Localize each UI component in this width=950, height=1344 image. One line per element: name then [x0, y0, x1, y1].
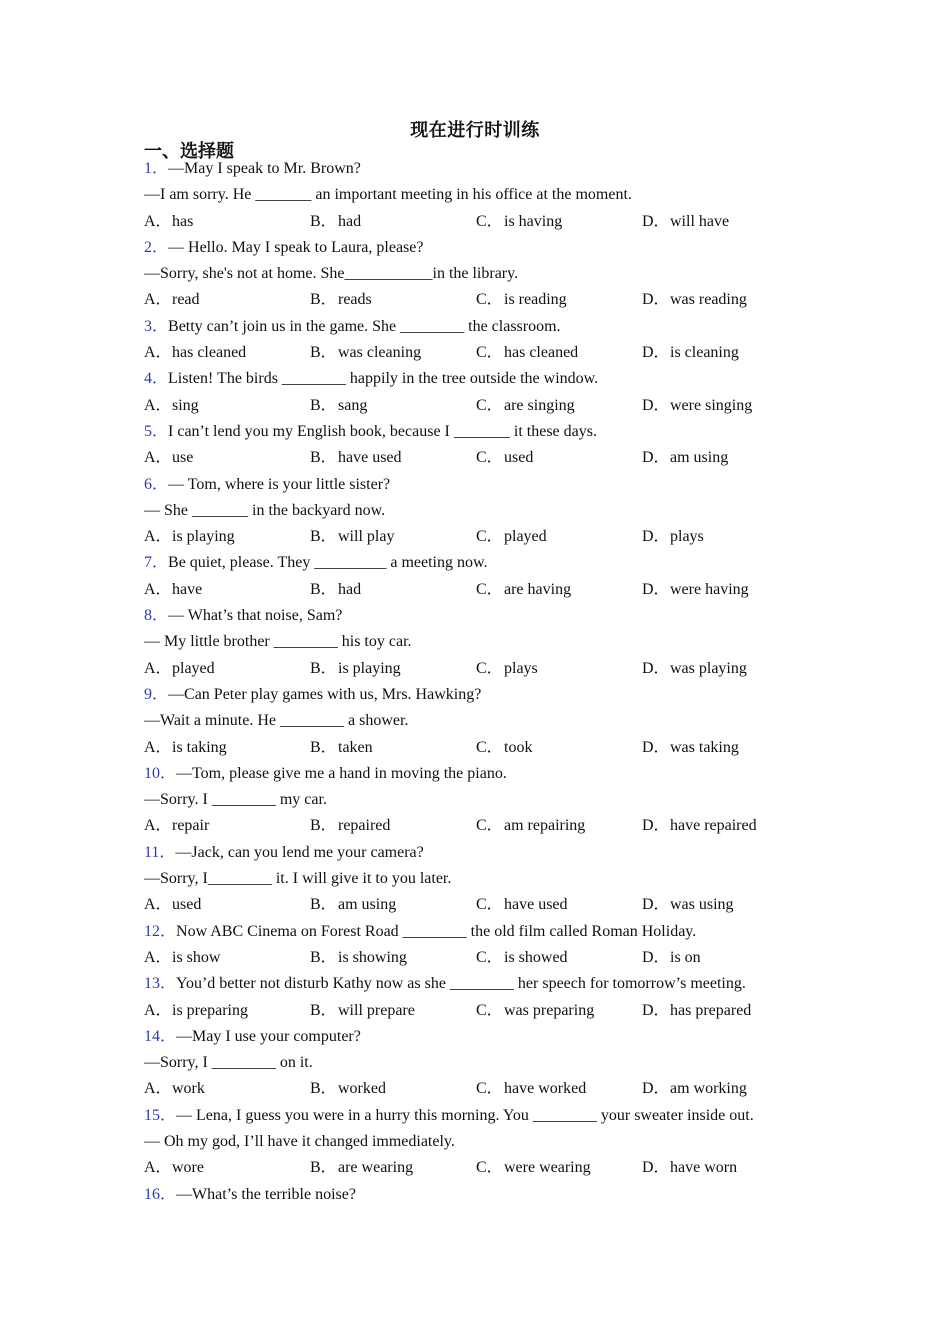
option-text: played — [172, 659, 215, 677]
question-number: 1． — [144, 160, 169, 177]
option-text: were having — [670, 580, 749, 598]
option-text: is preparing — [172, 1001, 248, 1019]
answer-option — [310, 340, 476, 366]
question-list — [144, 156, 844, 1208]
question-2 — [144, 235, 844, 314]
question-text: —Can Peter play games with us, Mrs. Hawking? — [168, 685, 482, 703]
answer-option — [476, 524, 642, 550]
answer-option — [476, 945, 642, 971]
option-text: is showing — [338, 948, 407, 966]
question-11 — [144, 840, 844, 919]
answer-option — [642, 813, 808, 839]
option-text: is cleaning — [670, 344, 739, 362]
answer-option — [310, 393, 476, 419]
answer-option — [310, 1076, 476, 1102]
question-10 — [144, 761, 844, 840]
answer-option — [642, 1076, 808, 1102]
answer-option — [642, 524, 808, 550]
answer-option — [476, 813, 642, 839]
option-letter: B． — [310, 896, 337, 914]
option-letter: A． — [144, 212, 172, 230]
option-text: is reading — [504, 291, 567, 309]
question-text: — Lena, I guess you were in a hurry this morning. You ________ your sweater inside out. — [176, 1106, 754, 1124]
question-12 — [144, 919, 844, 972]
option-letter: C． — [476, 580, 503, 598]
answer-option — [476, 445, 642, 471]
question-stem — [144, 1024, 844, 1050]
question-number: 6． — [144, 475, 169, 493]
option-letter: B． — [310, 528, 337, 546]
answer-option — [642, 209, 808, 235]
option-letter: D． — [642, 1159, 670, 1177]
option-text: sang — [338, 396, 368, 414]
option-text: were singing — [670, 396, 753, 414]
option-letter: A． — [144, 1159, 172, 1177]
answer-option — [642, 577, 808, 603]
answer-option — [144, 393, 310, 419]
option-text: was using — [670, 896, 734, 914]
answer-option — [642, 656, 808, 682]
option-text: repaired — [338, 817, 391, 835]
option-text: is having — [504, 212, 563, 230]
answer-options — [144, 393, 844, 419]
question-number: 13． — [144, 975, 177, 993]
option-text: have — [172, 580, 203, 598]
question-number: 14． — [144, 1027, 177, 1045]
option-letter: B． — [310, 212, 337, 230]
question-stem — [144, 1182, 844, 1208]
answer-option — [310, 735, 476, 761]
answer-option — [476, 287, 642, 313]
answer-options — [144, 1076, 844, 1102]
option-letter: D． — [642, 817, 670, 835]
question-dialogue-line: —I am sorry. He _______ an important meeting in his office at the moment. — [144, 186, 632, 204]
question-dialogue-line: —Sorry. I ________ my car. — [144, 791, 327, 809]
answer-option — [144, 340, 310, 366]
option-letter: D． — [642, 396, 670, 414]
option-letter: B． — [310, 948, 337, 966]
question-number: 9． — [144, 685, 169, 703]
answer-option — [476, 735, 642, 761]
question-stem — [144, 682, 844, 708]
option-letter: D． — [642, 738, 670, 756]
question-stem — [144, 919, 844, 945]
option-text: had — [338, 580, 362, 598]
option-letter: C． — [476, 1080, 503, 1098]
answer-option — [642, 445, 808, 471]
answer-option — [144, 1155, 310, 1181]
answer-option — [144, 813, 310, 839]
option-text: am working — [670, 1080, 747, 1098]
question-6 — [144, 472, 844, 551]
answer-option — [144, 445, 310, 471]
option-letter: C． — [476, 528, 503, 546]
answer-option — [310, 1155, 476, 1181]
question-stem — [144, 419, 844, 445]
question-dialogue-line: —Sorry, she's not at home. She___________in the library. — [144, 265, 519, 283]
question-7 — [144, 550, 844, 603]
question-3 — [144, 314, 844, 367]
question-text: —May I speak to Mr. Brown? — [168, 160, 361, 177]
option-letter: B． — [310, 659, 337, 677]
question-number: 8． — [144, 607, 169, 625]
option-letter: D． — [642, 948, 670, 966]
question-number: 3． — [144, 317, 169, 335]
option-letter: B． — [310, 396, 337, 414]
answer-option — [144, 287, 310, 313]
option-text: am using — [338, 896, 397, 914]
question-dialogue-line: —Sorry, I________ it. I will give it to you later. — [144, 870, 452, 888]
answer-option — [642, 287, 808, 313]
answer-option — [476, 393, 642, 419]
answer-option — [144, 656, 310, 682]
option-letter: D． — [642, 449, 670, 467]
answer-options — [144, 998, 844, 1024]
section-heading: 一、选择题 — [144, 141, 234, 162]
option-letter: C． — [476, 396, 503, 414]
option-text: work — [172, 1080, 205, 1098]
option-letter: B． — [310, 449, 337, 467]
option-text: has — [172, 212, 194, 230]
option-letter: C． — [476, 449, 503, 467]
option-letter: B． — [310, 344, 337, 362]
option-letter: C． — [476, 1159, 503, 1177]
answer-options — [144, 524, 844, 550]
answer-option — [310, 656, 476, 682]
question-stem — [144, 1103, 844, 1129]
question-text: — What’s that noise, Sam? — [168, 607, 343, 625]
option-letter: A． — [144, 528, 172, 546]
option-letter: B． — [310, 580, 337, 598]
question-text: — Hello. May I speak to Laura, please? — [168, 238, 424, 256]
question-text: I can’t lend you my English book, because I _______ it these days. — [168, 422, 597, 440]
option-text: is showed — [504, 948, 568, 966]
question-stem — [144, 761, 844, 787]
option-letter: D． — [642, 1001, 670, 1019]
option-letter: A． — [144, 896, 172, 914]
question-number: 12． — [144, 922, 177, 940]
option-text: was playing — [670, 659, 747, 677]
question-text: Betty can’t join us in the game. She ________ the classroom. — [168, 317, 561, 335]
answer-option — [476, 577, 642, 603]
option-letter: C． — [476, 291, 503, 309]
question-text: Be quiet, please. They _________ a meeting now. — [168, 554, 488, 572]
option-text: played — [504, 528, 547, 546]
option-text: is show — [172, 948, 221, 966]
question-text: —Tom, please give me a hand in moving the piano. — [176, 764, 507, 782]
question-stem — [144, 156, 844, 182]
option-letter: D． — [642, 291, 670, 309]
option-letter: C． — [476, 738, 503, 756]
question-15 — [144, 1103, 844, 1182]
answer-options — [144, 445, 844, 471]
option-text: plays — [504, 659, 538, 677]
option-letter: C． — [476, 948, 503, 966]
option-text: used — [172, 896, 202, 914]
option-letter: B． — [310, 1159, 337, 1177]
answer-option — [144, 524, 310, 550]
question-dialogue-line: — She _______ in the backyard now. — [144, 501, 386, 519]
answer-option — [144, 577, 310, 603]
option-text: used — [504, 449, 534, 467]
answer-option — [642, 1155, 808, 1181]
answer-option — [144, 998, 310, 1024]
answer-option — [476, 656, 642, 682]
question-text: Listen! The birds ________ happily in the tree outside the window. — [168, 370, 599, 388]
option-text: have worn — [670, 1159, 738, 1177]
option-letter: A． — [144, 580, 172, 598]
option-text: was reading — [670, 291, 747, 309]
option-letter: A． — [144, 396, 172, 414]
option-text: has cleaned — [172, 344, 247, 362]
option-letter: D． — [642, 580, 670, 598]
option-letter: D． — [642, 896, 670, 914]
answer-option — [476, 892, 642, 918]
option-text: took — [504, 738, 533, 756]
answer-option — [144, 209, 310, 235]
option-letter: B． — [310, 291, 337, 309]
answer-option — [642, 340, 808, 366]
answer-option — [144, 735, 310, 761]
answer-option — [642, 393, 808, 419]
option-text: was cleaning — [338, 344, 422, 362]
question-text: Now ABC Cinema on Forest Road ________ the old film called Roman Holiday. — [176, 922, 697, 940]
question-number: 5． — [144, 422, 169, 440]
question-13 — [144, 971, 844, 1024]
option-text: is on — [670, 948, 701, 966]
answer-option — [144, 892, 310, 918]
option-text: are wearing — [338, 1159, 414, 1177]
option-letter: A． — [144, 291, 172, 309]
question-16 — [144, 1182, 844, 1208]
option-letter: B． — [310, 1080, 337, 1098]
option-text: will have — [670, 212, 730, 230]
option-text: were wearing — [504, 1159, 591, 1177]
question-number: 7． — [144, 554, 169, 572]
option-letter: A． — [144, 817, 172, 835]
answer-options — [144, 1155, 844, 1181]
answer-option — [310, 577, 476, 603]
answer-options — [144, 209, 844, 235]
answer-option — [476, 1076, 642, 1102]
answer-option — [642, 998, 808, 1024]
question-text: —What’s the terrible noise? — [176, 1185, 356, 1203]
option-letter: B． — [310, 1001, 337, 1019]
question-4 — [144, 366, 844, 419]
option-text: taken — [338, 738, 373, 756]
option-letter: C． — [476, 1001, 503, 1019]
question-stem — [144, 235, 844, 261]
answer-option — [310, 813, 476, 839]
answer-option — [310, 209, 476, 235]
option-letter: B． — [310, 817, 337, 835]
option-text: use — [172, 449, 194, 467]
option-text: is taking — [172, 738, 227, 756]
question-stem — [144, 472, 844, 498]
option-text: is playing — [338, 659, 401, 677]
question-5 — [144, 419, 844, 472]
question-number: 4． — [144, 370, 169, 388]
option-letter: A． — [144, 659, 172, 677]
question-dialogue-line: — My little brother ________ his toy car. — [144, 633, 412, 651]
question-8 — [144, 603, 844, 682]
answer-options — [144, 577, 844, 603]
question-dialogue-line: — Oh my god, I’ll have it changed immediately. — [144, 1132, 455, 1150]
answer-option — [476, 998, 642, 1024]
question-number: 2． — [144, 238, 169, 256]
question-stem — [144, 366, 844, 392]
option-text: was preparing — [504, 1001, 595, 1019]
option-text: have used — [338, 449, 402, 467]
question-dialogue-line: —Sorry, I ________ on it. — [144, 1054, 313, 1072]
option-text: have repaired — [670, 817, 757, 835]
question-number: 16． — [144, 1185, 177, 1203]
answer-option — [476, 1155, 642, 1181]
question-stem — [144, 314, 844, 340]
answer-option — [310, 524, 476, 550]
answer-options — [144, 287, 844, 313]
question-stem — [144, 971, 844, 997]
answer-option — [642, 735, 808, 761]
answer-option — [310, 445, 476, 471]
question-dialogue-line: —Wait a minute. He ________ a shower. — [144, 712, 409, 730]
question-1 — [144, 156, 844, 235]
answer-options — [144, 813, 844, 839]
option-letter: D． — [642, 1080, 670, 1098]
option-text: will prepare — [338, 1001, 415, 1019]
option-text: worked — [338, 1080, 386, 1098]
option-text: have used — [504, 896, 568, 914]
option-text: has prepared — [670, 1001, 752, 1019]
answer-option — [310, 287, 476, 313]
option-letter: D． — [642, 659, 670, 677]
option-letter: A． — [144, 1001, 172, 1019]
option-letter: A． — [144, 738, 172, 756]
option-letter: D． — [642, 344, 670, 362]
option-letter: B． — [310, 738, 337, 756]
option-text: am repairing — [504, 817, 586, 835]
option-text: are singing — [504, 396, 575, 414]
answer-option — [310, 998, 476, 1024]
question-text: —Jack, can you lend me your camera? — [175, 843, 424, 861]
option-text: sing — [172, 396, 199, 414]
question-number: 15． — [144, 1106, 177, 1124]
option-text: reads — [338, 291, 372, 309]
option-text: have worked — [504, 1080, 587, 1098]
answer-option — [144, 945, 310, 971]
option-text: am using — [670, 449, 729, 467]
option-text: plays — [670, 528, 704, 546]
answer-options — [144, 892, 844, 918]
answer-options — [144, 945, 844, 971]
answer-option — [144, 1076, 310, 1102]
option-text: wore — [172, 1159, 204, 1177]
option-letter: C． — [476, 817, 503, 835]
question-stem — [144, 840, 844, 866]
option-letter: A． — [144, 344, 172, 362]
option-letter: A． — [144, 1080, 172, 1098]
question-14 — [144, 1024, 844, 1103]
question-9 — [144, 682, 844, 761]
option-letter: C． — [476, 344, 503, 362]
answer-option — [642, 945, 808, 971]
answer-options — [144, 656, 844, 682]
option-letter: C． — [476, 659, 503, 677]
option-letter: A． — [144, 948, 172, 966]
option-text: repair — [172, 817, 210, 835]
question-number: 11． — [144, 843, 176, 861]
question-text: You’d better not disturb Kathy now as she ________ her speech for tomorrow’s meeting. — [176, 975, 746, 993]
question-text: — Tom, where is your little sister? — [168, 475, 391, 493]
option-letter: C． — [476, 896, 503, 914]
answer-option — [310, 892, 476, 918]
option-text: are having — [504, 580, 572, 598]
option-letter: A． — [144, 449, 172, 467]
option-text: has cleaned — [504, 344, 579, 362]
answer-option — [310, 945, 476, 971]
option-letter: D． — [642, 212, 670, 230]
answer-options — [144, 340, 844, 366]
answer-option — [476, 340, 642, 366]
answer-option — [476, 209, 642, 235]
answer-option — [642, 892, 808, 918]
option-letter: C． — [476, 212, 503, 230]
option-text: will play — [338, 528, 395, 546]
option-letter: D． — [642, 528, 670, 546]
page-title: 现在进行时训练 — [410, 120, 540, 141]
question-stem — [144, 550, 844, 576]
option-text: read — [172, 291, 200, 309]
option-text: is playing — [172, 528, 235, 546]
question-stem — [144, 603, 844, 629]
answer-options — [144, 735, 844, 761]
question-text: —May I use your computer? — [176, 1027, 361, 1045]
option-text: was taking — [670, 738, 739, 756]
option-text: had — [338, 212, 362, 230]
question-number: 10． — [144, 764, 177, 782]
